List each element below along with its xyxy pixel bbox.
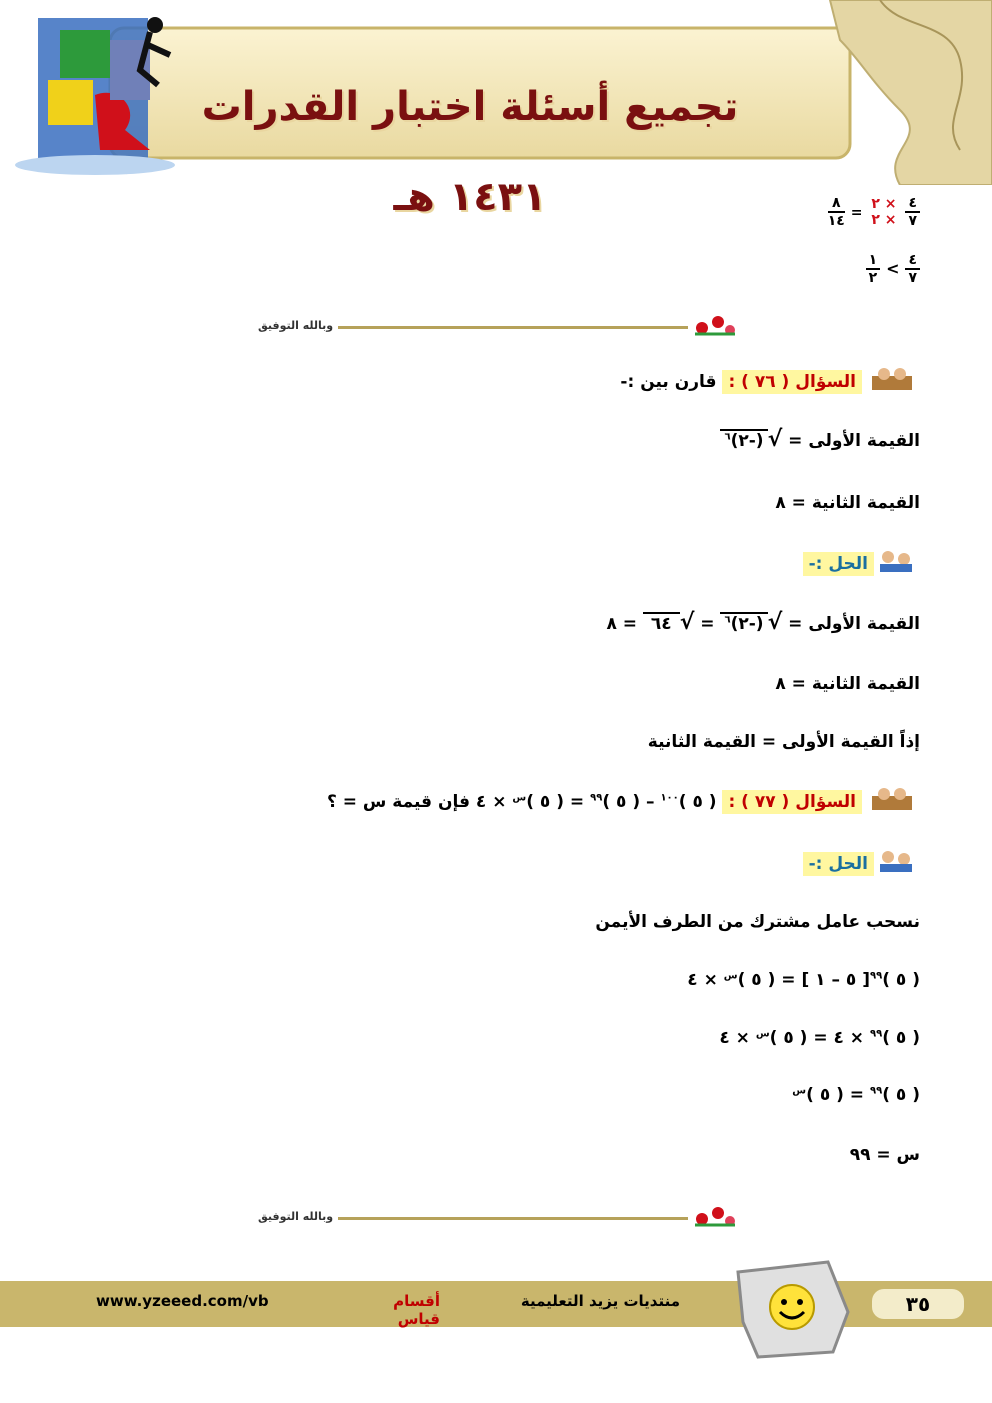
students-icon xyxy=(868,366,916,394)
solution-icon xyxy=(876,848,916,874)
equation-fraction-multiply: $\frac{٤}{٧}$ × ٢ × ٢ = $\frac{٨}{١٤}$ xyxy=(790,195,920,229)
q76-solution-label: الحل :- xyxy=(780,554,874,574)
smiley-puzzle-icon xyxy=(728,1252,856,1362)
section-link[interactable]: أقسام قياس xyxy=(393,1292,440,1328)
fraction-4-7: $\frac{٤}{٧}$ xyxy=(905,252,920,286)
q77-step-2: ( ٥ )$^{٩٩}$ × ٤ = ( ٥ )$^س$ × ٤ xyxy=(719,1028,920,1048)
inequality-fractions: $\frac{٤}{٧}$ > $\frac{١}{٢}$ xyxy=(820,252,920,286)
question-label: السؤال ( ٧٧ ) : xyxy=(722,790,862,814)
separator: وبالله التوفيق xyxy=(258,1203,738,1233)
separator: وبالله التوفيق xyxy=(258,312,738,342)
page-title: تجميع أسئلة اختبار القدرات ١٤٣١ هـ xyxy=(201,84,739,220)
flower-ornament-icon xyxy=(690,1203,738,1231)
q77-step-1: ( ٥ )$^{٩٩}$[ ٥ – ١ ] = ( ٥ )$^س$ × ٤ xyxy=(687,970,920,990)
q76-value-1: القيمة الأولى = √(-٢)$^٦$ xyxy=(600,427,920,452)
question-76: السؤال ( ٧٦ ) : قارن بين :- xyxy=(560,372,862,392)
fraction-times-2: × ٢ × ٢ xyxy=(871,196,897,228)
solution-icon xyxy=(876,548,916,574)
q76-solution-step-1: القيمة الأولى = √(-٢)$^٦$ = √٦٤ = ٨ xyxy=(606,610,920,635)
q77-answer: س = ٩٩ xyxy=(849,1145,920,1165)
fraction-8-14: $\frac{٨}{١٤}$ xyxy=(827,195,845,229)
q76-value-2: القيمة الثانية = ٨ xyxy=(775,493,920,513)
website-url[interactable]: www.yzeeed.com/vb xyxy=(96,1292,269,1310)
q77-step-3: ( ٥ )$^{٩٩}$ = ( ٥ )$^س$ xyxy=(792,1085,920,1105)
forum-name: منتديات يزيد التعليمية xyxy=(520,1292,680,1310)
fraction-1-2: $\frac{١}{٢}$ xyxy=(866,252,881,286)
page-number: ٣٥ xyxy=(872,1289,964,1319)
question-77: السؤال ( ٧٧ ) : ( ٥ )$^{١٠٠}$ – ( ٥ )$^{٩٩}$ = ( ٥ )$^س$ × ٤ فإن قيمة س = ؟ xyxy=(330,792,862,812)
fraction-4-7: $\frac{٤}{٧}$ xyxy=(905,195,920,229)
students-icon xyxy=(868,786,916,814)
sqrt-sign: √ xyxy=(767,427,783,452)
q76-solution-conclusion: إذاً القيمة الأولى = القيمة الثانية xyxy=(647,732,920,752)
flower-ornament-icon xyxy=(690,312,738,340)
question-label: السؤال ( ٧٦ ) : xyxy=(722,370,862,394)
q77-step-0: نسحب عامل مشترك من الطرف الأيمن xyxy=(595,912,920,932)
q77-solution-label: الحل :- xyxy=(780,854,874,874)
q76-solution-step-2: القيمة الثانية = ٨ xyxy=(775,674,920,694)
